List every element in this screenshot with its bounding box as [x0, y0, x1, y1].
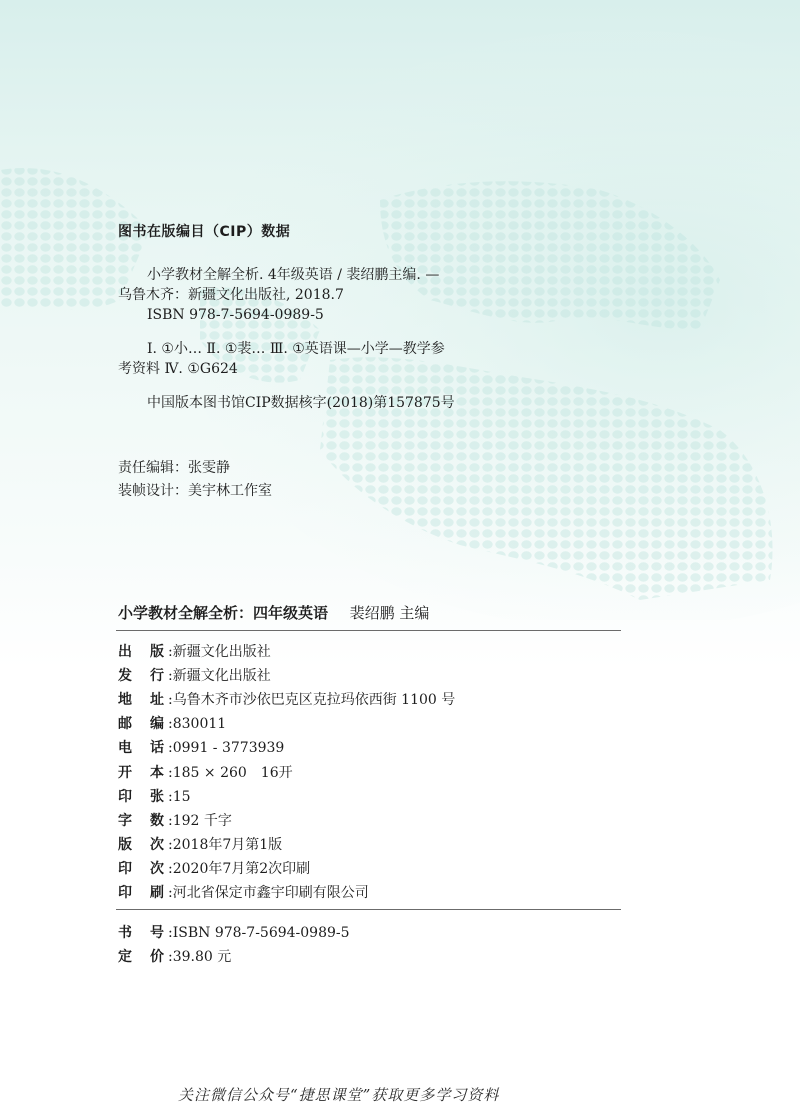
field-value: 185 × 260 16开	[172, 764, 293, 781]
publication-row	[118, 764, 293, 782]
field-label-char-1: 版	[118, 836, 132, 853]
field-value: 新疆文化出版社	[172, 668, 271, 685]
field-label-char-1: 电	[118, 740, 132, 757]
field-label	[118, 715, 168, 733]
field-colon: :	[168, 740, 173, 757]
book-title-line	[118, 604, 429, 622]
field-label-char-1: 发	[118, 668, 132, 685]
cip-line-5: 考资料 Ⅳ. ①G624	[118, 361, 238, 377]
publication-row	[118, 667, 271, 685]
field-label	[118, 764, 168, 782]
field-value: 192 千字	[172, 812, 232, 829]
isbn-row	[118, 948, 231, 966]
field-colon: :	[168, 716, 173, 733]
field-label	[118, 812, 168, 830]
publication-row	[118, 884, 369, 902]
field-value: 0991 - 3773939	[172, 740, 285, 757]
field-label-char-2: 次	[150, 860, 164, 877]
field-value: 15	[172, 788, 191, 805]
responsible-editor: 责任编辑：张雯静	[118, 460, 230, 476]
field-label-char-2: 刷	[150, 885, 164, 901]
field-label	[118, 739, 168, 757]
field-label-char-1: 邮	[118, 716, 132, 733]
publication-row	[118, 643, 271, 661]
field-value: 乌鲁木齐市沙依巴克区克拉玛依西街 1100 号	[172, 692, 456, 709]
field-label-char-2: 数	[150, 812, 164, 829]
field-colon: :	[168, 788, 173, 805]
cip-line-4: Ⅰ. ①小… Ⅱ. ①裴… Ⅲ. ①英语课—小学—教学参	[147, 341, 445, 357]
field-colon: :	[168, 860, 173, 877]
field-label-char-1: 印	[118, 885, 132, 901]
book-editor: 裴绍鹏 主编	[349, 604, 430, 622]
publication-row	[118, 836, 282, 854]
field-label-char-2: 次	[150, 836, 164, 853]
field-label-char-2: 号	[150, 925, 164, 941]
cip-line-1: 小学教材全解全析. 4年级英语 / 裴绍鹏主编. —	[147, 267, 440, 283]
publication-row	[118, 691, 455, 709]
field-label-char-2: 张	[150, 788, 164, 805]
cip-line-3: ISBN 978-7-5694-0989-5	[147, 307, 324, 323]
field-label	[118, 884, 168, 902]
field-label-char-2: 话	[150, 740, 164, 757]
field-colon: :	[168, 812, 173, 829]
field-value: 河北省保定市鑫宇印刷有限公司	[172, 885, 369, 901]
field-label-char-2: 编	[150, 716, 164, 733]
footer-note: 关注微信公众号“捷思课堂”获取更多学习资料	[178, 1086, 500, 1104]
field-label	[118, 788, 168, 806]
field-label	[118, 836, 168, 854]
field-label-char-1: 书	[118, 925, 132, 941]
field-label	[118, 924, 168, 942]
field-label-char-1: 地	[118, 692, 132, 709]
field-colon: :	[168, 644, 173, 660]
field-value: 2018年7月第1版	[172, 836, 283, 853]
publication-row	[118, 788, 191, 806]
field-value: ISBN 978-7-5694-0989-5	[172, 925, 350, 941]
field-label-char-2: 价	[150, 949, 164, 965]
cip-line-2: 乌鲁木齐：新疆文化出版社, 2018.7	[118, 287, 344, 303]
field-colon: :	[168, 692, 173, 709]
publication-row	[118, 860, 310, 878]
field-value: 39.80 元	[172, 949, 232, 965]
field-label	[118, 643, 168, 661]
field-label	[118, 860, 168, 878]
field-label-char-2: 址	[150, 692, 164, 709]
field-value: 2020年7月第2次印刷	[172, 860, 311, 877]
field-value: 830011	[172, 716, 227, 733]
field-colon: :	[168, 885, 173, 901]
divider-bottom	[116, 909, 621, 910]
field-colon: :	[168, 925, 173, 941]
publication-row	[118, 812, 232, 830]
field-label-char-1: 字	[118, 812, 132, 829]
cip-title: 图书在版编目（CIP）数据	[118, 224, 291, 240]
cip-line-6: 中国版本图书馆CIP数据核字(2018)第157875号	[147, 395, 455, 411]
field-label-char-1: 定	[118, 949, 132, 965]
field-colon: :	[168, 668, 173, 685]
field-label-char-1: 印	[118, 788, 132, 805]
field-label	[118, 691, 168, 709]
field-label	[118, 667, 168, 685]
field-label	[118, 948, 168, 966]
field-label-char-1: 印	[118, 860, 132, 877]
field-label-char-2: 本	[150, 764, 164, 781]
field-value: 新疆文化出版社	[172, 644, 271, 660]
cover-designer: 装帧设计：美宇林工作室	[118, 483, 272, 499]
field-colon: :	[168, 764, 173, 781]
book-title: 小学教材全解全析：四年级英语	[118, 604, 329, 622]
publication-row	[118, 715, 226, 733]
field-label-char-2: 版	[150, 644, 164, 660]
field-label-char-2: 行	[150, 668, 164, 685]
field-colon: :	[168, 836, 173, 853]
publication-row	[118, 739, 284, 757]
isbn-row	[118, 924, 350, 942]
divider-top	[116, 630, 621, 631]
field-label-char-1: 出	[118, 644, 132, 660]
field-label-char-1: 开	[118, 764, 132, 781]
field-colon: :	[168, 949, 173, 965]
